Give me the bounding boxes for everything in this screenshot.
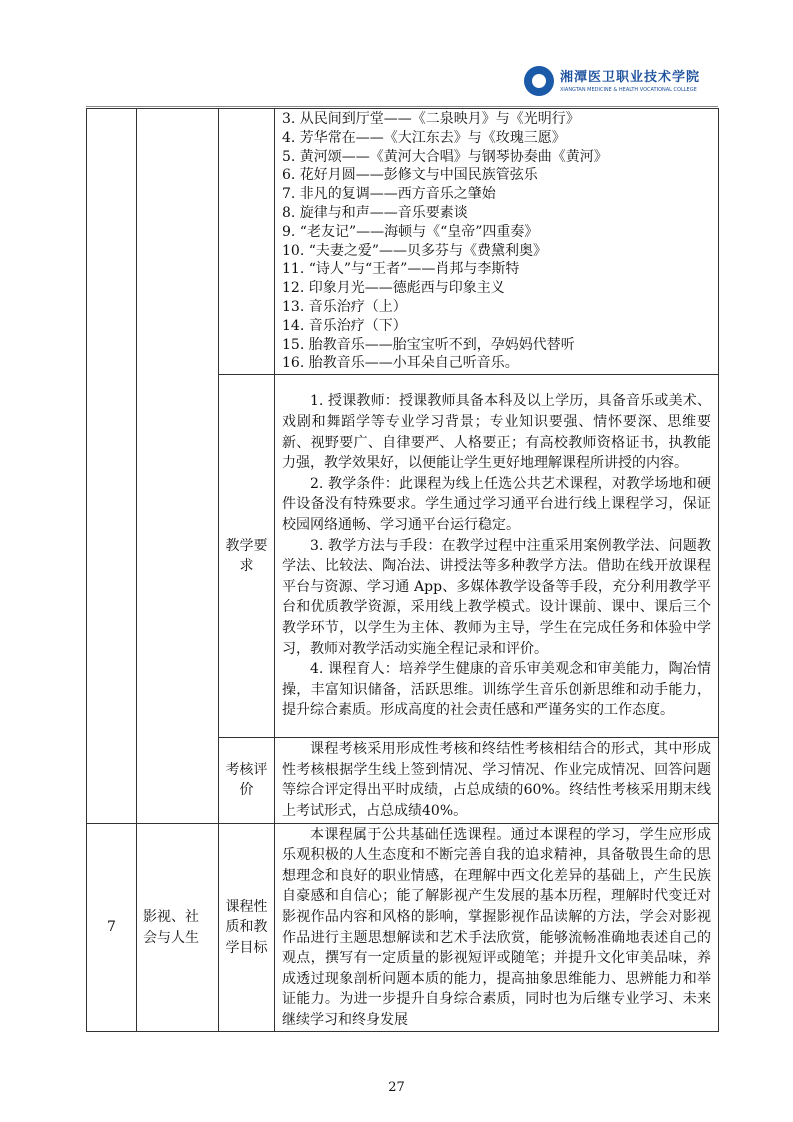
logo-en: XIANGTAN MEDICINE & HEALTH VOCATIONAL COLLEGE xyxy=(560,86,697,93)
row-index: 7 xyxy=(87,823,137,1032)
assessment-label: 考核评价 xyxy=(219,738,275,823)
list-item: 6. 花好月圆——彭修文与中国民族管弦乐 xyxy=(282,167,538,184)
college-logo xyxy=(524,66,700,96)
nature-text: 本课程属于公共基础任选课程。通过本课程的学习，学生应形成乐观积极的人生态度和不断完善自我的追求精神，具备敬畏生命的思想理念和良好的职业情感，在理解中西文化差异的基础上，产生民族自豪感和自信心；能了解影视产生发展的基本历程，理解时代变迁对影视作品内容和风格的影响，掌握影视作品读解的方法，学会对影视作品进行主题思想解读和艺术手法欣赏，能够流畅准确地表述自己的观点，撰写有一定质量的影视短评或随笔；并提升文化审美品味，养成透过现象剖析问题本质的能力，提高抽象思维能力、思辨能力和举证能力。为进一步提升自身综合素质，同时也为后继专业学习、未来继续学习和终身发展 xyxy=(282,826,711,1028)
list-item: 11. “诗人”与“王者”——肖邦与李斯特 xyxy=(282,261,520,278)
assessment-text: 课程考核采用形成性考核和终结性考核相结合的形式，其中形成性考核根据学生线上签到情况、学习情况、作业完成情况、回答问题等综合评定得出平时成绩，占总成绩的60%。终结性考核采用期末线上考试形式，占总成绩40%。 xyxy=(282,741,711,819)
logo-cn: 湘潭医卫职业技术学院 xyxy=(560,69,701,85)
list-item: 7. 非凡的复调——西方音乐之肇始 xyxy=(282,186,496,203)
table-row xyxy=(87,109,719,375)
college-seal-icon xyxy=(524,66,554,96)
teaching-paragraph: 3. 教学方法与手段：在教学过程中注重采用案例教学法、问题教学法、比较法、陶冶法、讲授法等多种教学方法。借助在线开放课程平台与资源、学习通 App、多媒体教学设备等手段，充分利用教学平台和优质教学资源，采用线上教学模式。设计课前、课中、课后三个教学环节，以学生为主体、教师为主导，学生在完成任务和体验中学习，教师对教学活动实施全程记录和评价。 xyxy=(282,537,711,657)
teaching-paragraph: 2. 教学条件：此课程为线上任选公共艺术课程，对教学场地和硬件设备没有特殊要求。学生通过学习通平台进行线上课程学习，保证校园网络通畅、学习通平台运行稳定。 xyxy=(282,475,711,533)
list-item: 5. 黄河颂——《黄河大合唱》与钢琴协奏曲《黄河》 xyxy=(282,148,608,165)
teaching-requirements xyxy=(275,375,719,738)
list-item: 3. 从民间到厅堂——《二泉映月》与《光明行》 xyxy=(282,111,580,127)
list-item: 14. 音乐治疗（下） xyxy=(282,317,407,334)
list-item: 8. 旋律与和声——音乐要素谈 xyxy=(282,204,468,221)
teaching-paragraph: 1. 授课教师：授课教师具备本科及以上学历，具备音乐或美术、戏剧和舞蹈学等专业学习背景；专业知识要强、情怀要深、思维要新、视野要广、自律要严、人格要正；有高校教师资格证书，执教能力强，教学效果好，以便能让学生更好地理解课程所讲授的内容。 xyxy=(282,393,711,472)
list-item: 12. 印象月光——德彪西与印象主义 xyxy=(282,280,505,297)
table-row xyxy=(87,823,719,1032)
page-number: 27 xyxy=(388,1080,405,1095)
teaching-paragraph: 4. 课程育人：培养学生健康的音乐审美观念和审美能力，陶冶情操，丰富知识储备，活跃思维。训练学生音乐创新思维和动手能力，提升综合素质。形成高度的社会责任感和严谨务实的工作态度。 xyxy=(282,661,711,719)
list-item: 4. 芳华常在——《大江东去》与《玫瑰三愿》 xyxy=(282,129,566,146)
content-list xyxy=(275,109,719,375)
list-item: 9. “老友记”——海顿与《“皇帝”四重奏》 xyxy=(282,223,539,240)
teaching-label: 教学要求 xyxy=(219,375,275,738)
list-item: 10. “夫妻之爱”——贝多芬与《费黛利奥》 xyxy=(282,242,548,259)
course-table xyxy=(86,108,719,1032)
header-divider xyxy=(86,106,718,107)
list-item: 13. 音乐治疗（上） xyxy=(282,298,407,315)
list-item: 16. 胎教音乐——小耳朵自己听音乐。 xyxy=(282,355,519,372)
list-item: 15. 胎教音乐——胎宝宝听不到，孕妈妈代替听 xyxy=(282,336,575,353)
nature-label: 课程性质和教学目标 xyxy=(219,823,275,1032)
course-name: 影视、社会与人生 xyxy=(137,823,219,1032)
